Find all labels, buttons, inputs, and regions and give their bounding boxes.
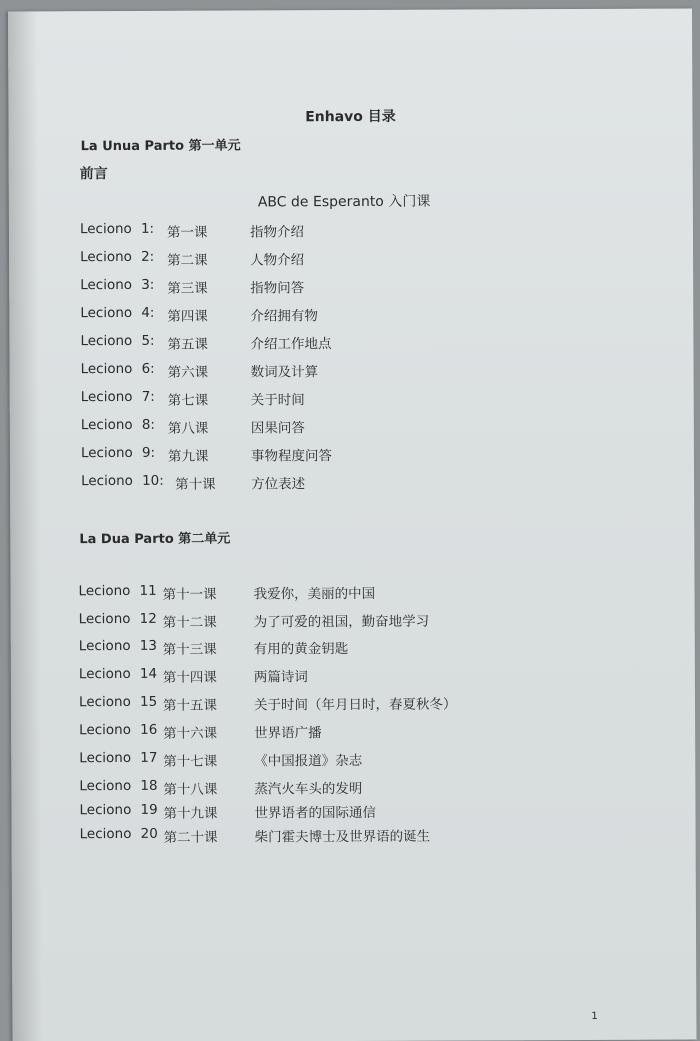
lesson-label: Leciono bbox=[78, 637, 131, 655]
lesson-number: 14 bbox=[139, 665, 158, 682]
lesson-label: Leciono bbox=[79, 749, 132, 767]
lesson-chinese-title: 第四课 bbox=[167, 308, 208, 325]
lesson-label: Leciono bbox=[78, 610, 131, 628]
lesson-topic: 有用的黄金钥匙 bbox=[253, 641, 349, 658]
lesson-label: Leciono bbox=[79, 777, 132, 795]
lesson-number: 3: bbox=[141, 276, 155, 293]
lesson-topic: 两篇诗词 bbox=[253, 669, 308, 686]
lesson-topic: 柴门霍夫博士及世界语的诞生 bbox=[254, 828, 431, 846]
lesson-label: Leciono bbox=[80, 332, 133, 350]
lesson-topic: 指物介绍 bbox=[249, 224, 305, 241]
lesson-chinese-title: 第十三课 bbox=[162, 641, 217, 658]
lesson-topic: 方位表述 bbox=[251, 476, 306, 493]
lesson-topic: 数词及计算 bbox=[250, 364, 319, 381]
lesson-number: 19 bbox=[140, 801, 158, 818]
lesson-chinese-title: 第十四课 bbox=[162, 669, 217, 686]
lesson-topic: 为了可爱的祖国，勤奋地学习 bbox=[253, 613, 430, 631]
lesson-chinese-title: 第十一课 bbox=[162, 586, 217, 603]
lesson-number: 7: bbox=[141, 388, 155, 405]
lesson-topic: 因果问答 bbox=[250, 420, 305, 437]
lesson-chinese-title: 第六课 bbox=[167, 364, 209, 381]
lesson-number: 13 bbox=[139, 637, 157, 654]
lesson-label: Leciono bbox=[81, 472, 133, 490]
lesson-topic: 蒸汽火车头的发明 bbox=[254, 780, 363, 798]
lesson-topic: 我爱你，美丽的中国 bbox=[253, 585, 376, 603]
abc-heading: ABC de Esperanto 入门课 bbox=[257, 193, 431, 211]
lesson-label: Leciono bbox=[78, 693, 131, 711]
lesson-chinese-title: 第十八课 bbox=[163, 781, 218, 798]
lesson-number: 20 bbox=[140, 825, 158, 842]
foreword-heading: 前言 bbox=[79, 166, 108, 183]
lesson-topic: 事物程度问答 bbox=[250, 448, 332, 465]
lesson-chinese-title: 第十七课 bbox=[163, 753, 218, 770]
lesson-number: 12 bbox=[139, 610, 157, 627]
lesson-number: 16 bbox=[140, 721, 158, 738]
document-page bbox=[8, 9, 696, 1041]
lesson-chinese-title: 第五课 bbox=[167, 336, 208, 353]
page-number: 1 bbox=[591, 1010, 598, 1022]
lesson-label: Leciono bbox=[79, 825, 132, 843]
lesson-chinese-title: 第八课 bbox=[167, 420, 209, 437]
lesson-topic: 介绍工作地点 bbox=[250, 336, 332, 353]
lesson-label: Leciono bbox=[80, 276, 133, 294]
lesson-number: 10: bbox=[142, 472, 164, 489]
lesson-chinese-title: 第三课 bbox=[167, 280, 208, 297]
lesson-topic: 指物问答 bbox=[250, 280, 305, 297]
lesson-topic: 《中国报道》杂志 bbox=[254, 752, 363, 770]
lesson-chinese-title: 第二课 bbox=[167, 252, 208, 269]
lesson-label: Leciono bbox=[80, 388, 133, 406]
lesson-chinese-title: 第十二课 bbox=[162, 614, 217, 631]
lesson-label: Leciono bbox=[80, 416, 133, 434]
lesson-topic: 介绍拥有物 bbox=[250, 308, 318, 325]
lesson-topic: 关于时间（年月日时，春夏秋冬） bbox=[253, 696, 457, 714]
lesson-label: Leciono bbox=[80, 304, 133, 322]
lesson-chinese-title: 第十六课 bbox=[163, 725, 218, 742]
lesson-number: 5: bbox=[141, 332, 155, 349]
part-two-heading: La Dua Parto 第二单元 bbox=[79, 531, 231, 548]
lesson-topic: 世界语广播 bbox=[254, 725, 322, 742]
lesson-label: Leciono bbox=[79, 721, 132, 739]
lesson-chinese-title: 第七课 bbox=[167, 392, 209, 409]
lesson-label: Leciono bbox=[80, 444, 133, 462]
lesson-number: 4: bbox=[141, 304, 155, 321]
page-title: Enhavo 目录 bbox=[305, 108, 396, 126]
lesson-label: Leciono bbox=[78, 582, 131, 600]
lesson-number: 2: bbox=[141, 248, 155, 265]
lesson-label: Leciono bbox=[78, 665, 131, 683]
lesson-number: 1: bbox=[140, 220, 155, 237]
lesson-number: 17 bbox=[140, 749, 158, 766]
lesson-chinese-title: 第九课 bbox=[167, 448, 209, 465]
lesson-chinese-title: 第十九课 bbox=[163, 805, 218, 822]
lesson-number: 9: bbox=[141, 444, 156, 461]
lesson-label: Leciono bbox=[80, 360, 133, 378]
lesson-label: Leciono bbox=[80, 248, 132, 266]
lesson-number: 15 bbox=[139, 693, 158, 710]
lesson-number: 11 bbox=[139, 582, 157, 599]
lesson-number: 18 bbox=[140, 777, 158, 794]
lesson-label: Leciono bbox=[79, 801, 132, 819]
lesson-topic: 关于时间 bbox=[250, 392, 305, 409]
lesson-chinese-title: 第二十课 bbox=[163, 829, 218, 846]
lesson-chinese-title: 第十课 bbox=[175, 476, 216, 493]
lesson-number: 8: bbox=[141, 416, 155, 433]
lesson-chinese-title: 第十五课 bbox=[162, 697, 218, 714]
lesson-label: Leciono bbox=[79, 220, 132, 238]
lesson-topic: 世界语者的国际通信 bbox=[254, 804, 377, 822]
lesson-chinese-title: 第一课 bbox=[166, 224, 208, 241]
part-one-heading: La Unua Parto 第一单元 bbox=[80, 138, 241, 155]
lesson-number: 6: bbox=[141, 360, 155, 377]
lesson-topic: 人物介绍 bbox=[250, 252, 305, 269]
